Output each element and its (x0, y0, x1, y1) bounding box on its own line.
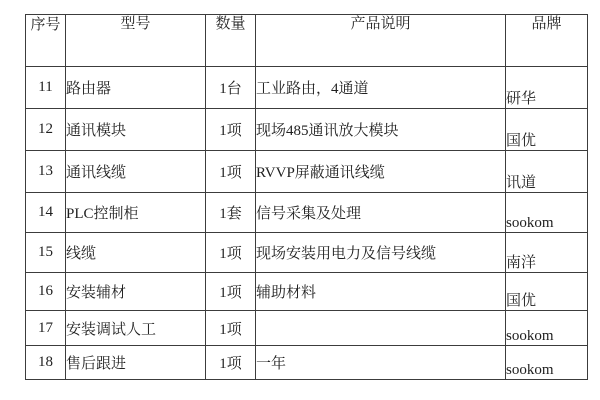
cell-index: 13 (26, 151, 66, 193)
col-header-brand: 品牌 (506, 15, 588, 67)
cell-brand: sookom (506, 346, 588, 380)
col-header-index: 序号 (26, 15, 66, 67)
table-body (26, 67, 588, 380)
cell-model: 安装调试人工 (66, 311, 206, 346)
cell-brand: 南洋 (506, 233, 588, 273)
cell-model: 路由器 (66, 67, 206, 109)
cell-model: 通讯线缆 (66, 151, 206, 193)
cell-brand: sookom (506, 311, 588, 346)
cell-qty: 1项 (206, 273, 256, 311)
product-table (25, 14, 588, 380)
cell-qty: 1项 (206, 109, 256, 151)
cell-desc: 一年 (256, 346, 506, 380)
cell-desc: 现场安装用电力及信号线缆 (256, 233, 506, 273)
cell-qty: 1项 (206, 346, 256, 380)
table-row (26, 233, 588, 273)
cell-qty: 1台 (206, 67, 256, 109)
cell-brand: 国优 (506, 109, 588, 151)
cell-qty: 1套 (206, 193, 256, 233)
table-row (26, 193, 588, 233)
header-row (26, 15, 588, 67)
table-row (26, 311, 588, 346)
col-header-desc: 产品说明 (256, 15, 506, 67)
cell-index: 16 (26, 273, 66, 311)
cell-index: 18 (26, 346, 66, 380)
cell-index: 14 (26, 193, 66, 233)
cell-index: 11 (26, 67, 66, 109)
cell-qty: 1项 (206, 151, 256, 193)
cell-qty: 1项 (206, 233, 256, 273)
table-row (26, 67, 588, 109)
cell-model: PLC控制柜 (66, 193, 206, 233)
cell-qty: 1项 (206, 311, 256, 346)
table-row (26, 151, 588, 193)
cell-brand: 研华 (506, 67, 588, 109)
table-row (26, 109, 588, 151)
cell-index: 15 (26, 233, 66, 273)
cell-index: 17 (26, 311, 66, 346)
cell-desc (256, 311, 506, 346)
cell-model: 通讯模块 (66, 109, 206, 151)
cell-model: 售后跟进 (66, 346, 206, 380)
cell-brand: sookom (506, 193, 588, 233)
cell-model: 线缆 (66, 233, 206, 273)
cell-desc: 工业路由，4通道 (256, 67, 506, 109)
cell-desc: 辅助材料 (256, 273, 506, 311)
table-row (26, 273, 588, 311)
cell-index: 12 (26, 109, 66, 151)
cell-desc: 现场485通讯放大模块 (256, 109, 506, 151)
cell-model: 安装辅材 (66, 273, 206, 311)
cell-brand: 国优 (506, 273, 588, 311)
cell-desc: 信号采集及处理 (256, 193, 506, 233)
table-row (26, 346, 588, 380)
cell-desc: RVVP屏蔽通讯线缆 (256, 151, 506, 193)
col-header-model: 型号 (66, 15, 206, 67)
col-header-qty: 数量 (206, 15, 256, 67)
cell-brand: 讯道 (506, 151, 588, 193)
